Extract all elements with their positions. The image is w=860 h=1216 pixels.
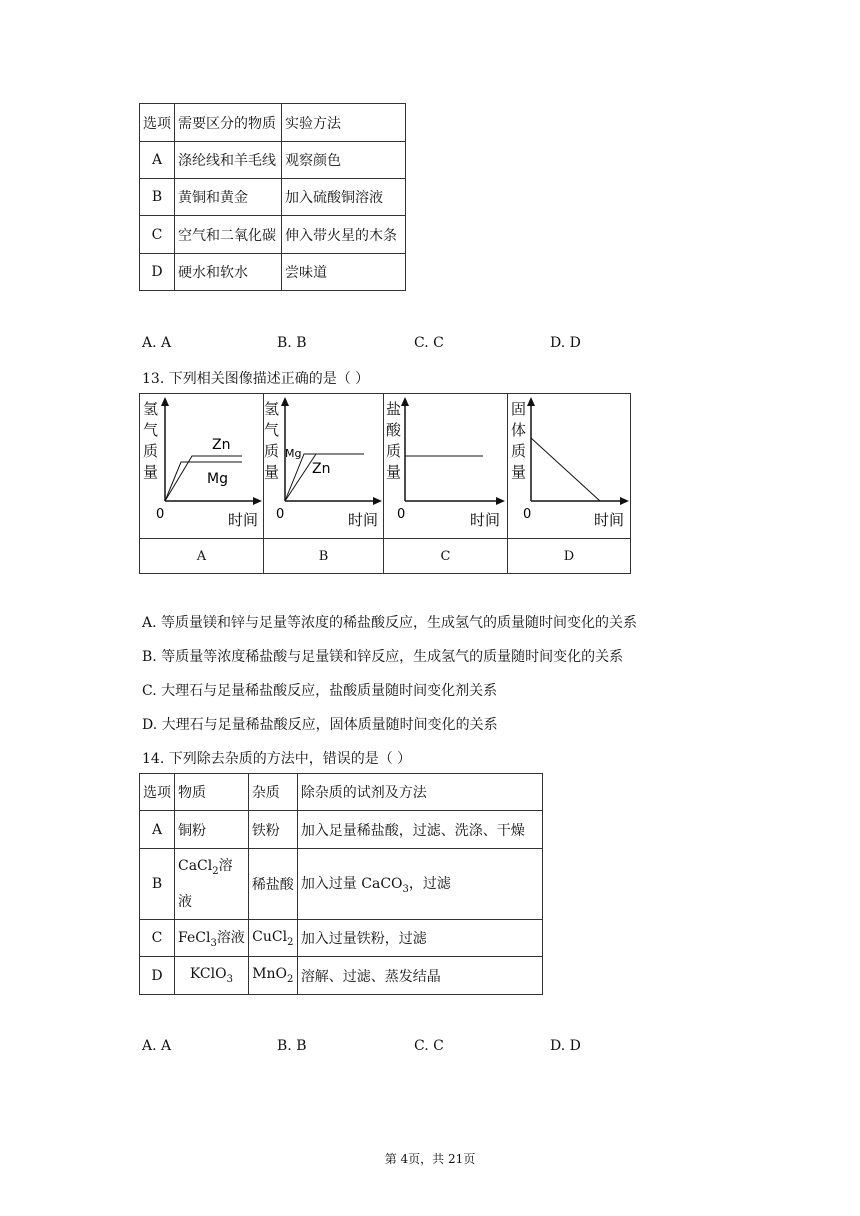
table-cell: 硬水和软水 [175,254,282,291]
option-d[interactable]: D. D [550,335,581,351]
table-cell [175,920,249,957]
q13-stem: 13. 下列相关图像描述正确的是（ ） [142,371,370,387]
table-header: 选项 [140,104,175,142]
graph-b [264,394,383,534]
table-cell: B [140,179,175,216]
y-label-char: 盐 [386,400,402,418]
option-b[interactable]: B. B [277,335,307,351]
substance-text: 液 [178,893,192,910]
graph-caption: A [140,539,264,574]
substance-formula: KClO [189,966,227,983]
table-cell: D [140,957,175,995]
q13-choice-a[interactable]: A. 等质量镁和锌与足量等浓度的稀盐酸反应，生成氢气的质量随时间变化的关系 [142,615,638,631]
option-c[interactable]: C. C [414,335,444,351]
curve-label: Mg [285,447,302,460]
table-cell: 伸入带火星的木条 [282,216,406,254]
y-label-char: 氢 [143,400,159,418]
subscript: 2 [287,973,294,985]
subscript: 3 [226,973,233,985]
y-label-char: 体 [511,421,527,439]
graph-caption: C [384,539,508,574]
graph-c [384,394,507,534]
curve-label: Zn [312,461,331,477]
substance-formula: CaCl [178,858,213,875]
option-c[interactable]: C. C [414,1038,444,1054]
table-cell: A [140,142,175,179]
y-label-char: 质 [386,442,402,460]
graph-a-cell [140,394,264,539]
q13-choice-d[interactable]: D. 大理石与足量稀盐酸反应，固体质量随时间变化的关系 [142,717,498,733]
y-label-char: 气 [143,421,159,439]
y-label-char: 量 [511,463,527,481]
table-cell: 观察颜色 [282,142,406,179]
graph-caption: B [264,539,384,574]
y-label-char: 量 [143,463,159,481]
graph-a [140,394,263,534]
option-a[interactable]: A. A [142,1038,172,1054]
x-axis-label: 时间 [470,511,501,529]
origin-label: 0 [397,507,406,522]
q13-choice-c[interactable]: C. 大理石与足量稀盐酸反应，盐酸质量随时间变化剂关系 [142,683,498,699]
table-header: 需要区分的物质 [175,104,282,142]
table-cell: D [140,254,175,291]
table-cell [297,849,542,920]
table-cell: A [140,811,175,849]
x-axis-label: 时间 [594,511,625,529]
substance-text: 溶 [218,858,233,875]
y-label-char: 质 [264,442,280,460]
table-cell: 黄铜和黄金 [175,179,282,216]
substance-formula: FeCl [178,930,211,947]
q14-stem: 14. 下列除去杂质的方法中，错误的是（ ） [142,751,412,767]
option-b[interactable]: B. B [277,1038,307,1054]
table-header: 除杂质的试剂及方法 [297,774,542,811]
table-cell [248,920,297,957]
table-header: 物质 [175,774,249,811]
table-cell: B [140,849,175,920]
y-label-char: 气 [264,421,280,439]
impurity-formula: CuCl [252,928,288,945]
subscript: 3 [402,883,409,895]
table-cell: 稀盐酸 [248,849,297,920]
method-text: ，过滤 [408,876,451,893]
curve-label: Zn [212,437,231,453]
table-header: 实验方法 [282,104,406,142]
origin-label: 0 [156,507,165,522]
table-cell: 加入足量稀盐酸，过滤、洗涤、干燥 [297,811,542,849]
table-cell: 尝味道 [282,254,406,291]
table-cell: 加入硫酸铜溶液 [282,179,406,216]
option-d[interactable]: D. D [550,1038,581,1054]
table-cell: 涤纶线和羊毛线 [175,142,282,179]
table-cell: 铜粉 [175,811,249,849]
graph-d-cell [508,394,631,539]
table-cell [175,849,249,920]
q13-graph-table [139,393,631,574]
y-label-char: 氢 [264,400,280,418]
q12-table [139,103,406,291]
curve-label: Mg [207,471,228,487]
origin-label: 0 [276,507,285,522]
table-cell: 加入过量铁粉，过滤 [297,920,542,957]
x-axis-label: 时间 [348,511,379,529]
subscript: 3 [210,937,217,949]
y-label-char: 固 [511,400,527,418]
y-label-char: 酸 [386,421,402,439]
option-a[interactable]: A. A [142,335,172,351]
table-cell: C [140,216,175,254]
table-header: 选项 [140,774,175,811]
impurity-formula: MnO [252,966,288,983]
table-cell: C [140,920,175,957]
subscript: 2 [287,936,294,948]
graph-caption: D [508,539,631,574]
method-text: 加入过量 CaCO [300,876,403,893]
q13-choice-b[interactable]: B. 等质量等浓度稀盐酸与足量镁和锌反应，生成氢气的质量随时间变化的关系 [142,649,624,665]
y-label-char: 质 [143,442,159,460]
x-axis-label: 时间 [228,511,259,529]
q14-table [139,773,543,995]
table-header: 杂质 [248,774,297,811]
table-cell: 溶解、过滤、蒸发结晶 [297,957,542,995]
y-label-char: 量 [386,463,402,481]
y-label-char: 质 [511,442,527,460]
page-footer: 第 4页，共 21页 [384,1152,476,1166]
y-label-char: 量 [264,463,280,481]
substance-text: 溶液 [216,930,245,947]
table-cell [248,957,297,995]
graph-c-cell [384,394,508,539]
table-cell: 铁粉 [248,811,297,849]
table-cell: 空气和二氧化碳 [175,216,282,254]
graph-d [508,394,630,534]
table-cell [175,957,249,995]
subscript: 2 [212,865,219,877]
graph-b-cell [264,394,384,539]
origin-label: 0 [523,507,532,522]
